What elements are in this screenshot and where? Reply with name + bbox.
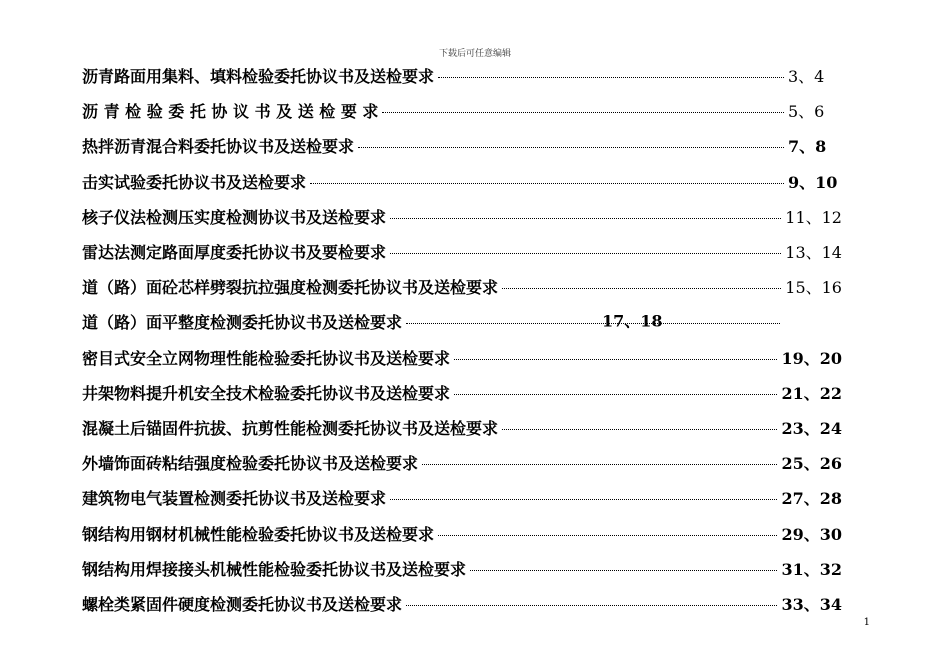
toc-entry[interactable] [82, 445, 842, 480]
toc-leader-dots [390, 499, 777, 500]
toc-entry-title: 沥青路面用集料、填料检验委托协议书及送检要求 [82, 67, 435, 87]
toc-entry-pages: 31、32 [781, 559, 842, 579]
page-header-note: 下载后可任意编辑 [438, 49, 511, 59]
toc-leader-dots [406, 605, 777, 606]
toc-entry[interactable] [82, 480, 842, 515]
toc-entry-title: 核子仪法检测压实度检测协议书及送检要求 [82, 207, 387, 227]
toc-entry-pages: 11、12 [785, 207, 842, 227]
toc-entry-pages: 23、24 [781, 418, 842, 438]
toc-entry-pages: 27、28 [781, 489, 842, 509]
toc-entry-title: 热拌沥青混合料委托协议书及送检要求 [82, 137, 355, 157]
table-of-contents [82, 58, 842, 621]
toc-leader-dots [422, 464, 777, 465]
toc-entry-title: 密目式安全立网物理性能检验委托协议书及送检要求 [82, 348, 451, 368]
toc-entry-pages: 21、22 [781, 383, 842, 403]
toc-entry[interactable] [82, 58, 842, 93]
toc-leader-dots [454, 394, 777, 395]
toc-entry-title: 钢结构用钢材机械性能检验委托协议书及送检要求 [82, 524, 435, 544]
toc-entry[interactable] [82, 551, 842, 586]
toc-entry-title: 沥 青 检 验 委 托 协 议 书 及 送 检 要 求 [82, 102, 379, 122]
toc-entry-title: 道（路）面平整度检测委托协议书及送检要求 [82, 313, 403, 333]
toc-entry-pages: 13、14 [785, 243, 842, 263]
toc-leader-dots [390, 253, 781, 254]
toc-entry[interactable] [82, 199, 842, 234]
toc-leader-dots [390, 218, 781, 219]
toc-entry-pages: 7、8 [788, 137, 827, 157]
toc-entry-pages: 5、6 [788, 102, 825, 122]
toc-entry-title: 混凝土后锚固件抗拔、抗剪性能检测委托协议书及送检要求 [82, 418, 499, 438]
toc-leader-dots [454, 359, 777, 360]
toc-leader-dots [358, 147, 784, 148]
toc-entry-pages: 33、34 [781, 594, 842, 614]
toc-entry-title: 螺栓类紧固件硬度检测委托协议书及送检要求 [82, 594, 403, 614]
toc-entry[interactable] [82, 269, 842, 304]
toc-leader-dots [438, 77, 784, 78]
toc-entry[interactable] [82, 164, 842, 199]
toc-leader-dots [502, 429, 777, 430]
toc-entry-pages: 19、20 [781, 348, 842, 368]
toc-leader-dots [382, 112, 784, 113]
toc-leader-dots [502, 288, 781, 289]
toc-leader-dots [438, 535, 777, 536]
page-number: 1 [863, 617, 870, 628]
toc-entry-pages: 29、30 [781, 524, 842, 544]
toc-entry-title: 外墙饰面砖粘结强度检验委托协议书及送检要求 [82, 454, 419, 474]
toc-entry-pages: 9、10 [788, 172, 838, 192]
toc-entry-title: 井架物料提升机安全技术检验委托协议书及送检要求 [82, 383, 451, 403]
toc-entry-title: 建筑物电气装置检测委托协议书及送检要求 [82, 489, 387, 509]
toc-entry[interactable] [82, 340, 842, 375]
toc-entry-title: 击实试验委托协议书及送检要求 [82, 172, 307, 192]
toc-entry-title: 道（路）面砼芯样劈裂抗拉强度检测委托协议书及送检要求 [82, 278, 499, 298]
toc-entry[interactable] [82, 128, 842, 163]
toc-entry[interactable] [82, 234, 842, 269]
toc-entry-pages: 17、18 [602, 311, 663, 331]
toc-entry-pages: 15、16 [785, 278, 842, 298]
toc-entry-title: 钢结构用焊接接头机械性能检验委托协议书及送检要求 [82, 559, 467, 579]
toc-leader-dots [470, 570, 777, 571]
toc-entry[interactable] [82, 586, 842, 621]
toc-entry-pages: 3、4 [788, 67, 825, 87]
toc-entry[interactable] [82, 93, 842, 128]
toc-entry[interactable] [82, 515, 842, 550]
toc-entry-title: 雷达法测定路面厚度委托协议书及要检要求 [82, 243, 387, 263]
toc-leader-dots [310, 183, 784, 184]
toc-entry[interactable] [82, 410, 842, 445]
toc-entry-pages: 25、26 [781, 454, 842, 474]
toc-leader-dots [406, 323, 780, 324]
toc-entry[interactable] [82, 304, 842, 339]
toc-entry[interactable] [82, 375, 842, 410]
